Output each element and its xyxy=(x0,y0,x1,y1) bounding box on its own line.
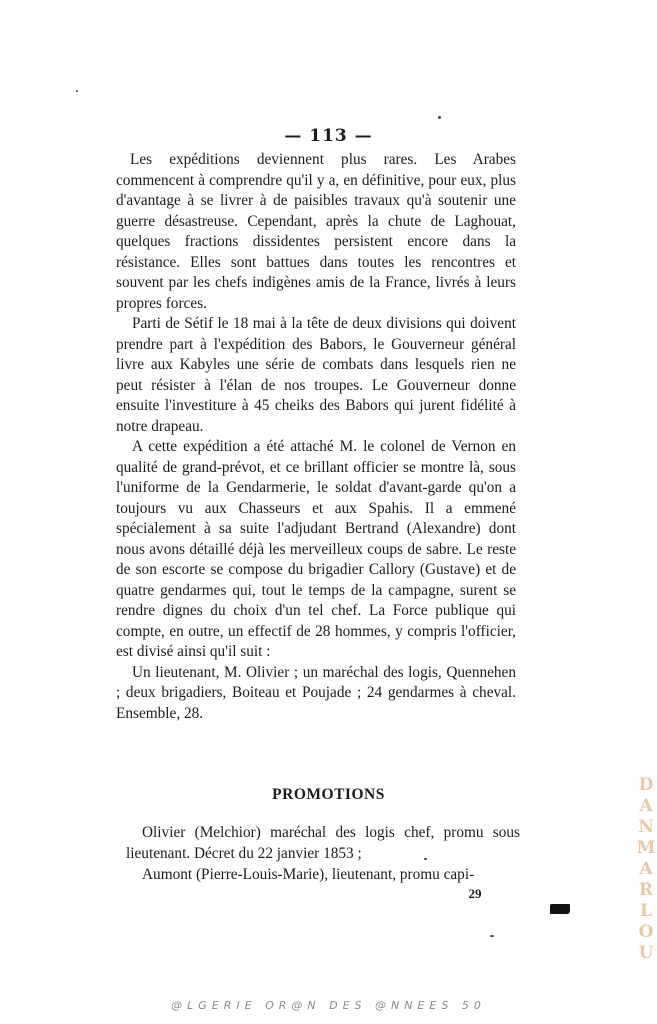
footer-watermark: @LGERIE OR@N DES @NNEES 50 xyxy=(171,999,486,1012)
page-number: — 113 — xyxy=(284,126,373,146)
paragraph-expeditions: Les expéditions deviennent plus rares. Les Arabes commencent à comprendre qu'il y a, en définitive, pour eux, plus d'avantage à se livrer à de paisibles travaux qu'à soutenir une guerre désastreuse. Cependant, après la chute de Laghouat, quelques fractions dissidentes persistent encore dans la résistance. Elles sont battues dans toutes les rencontres et souvent par les chefs indigènes amis de la France, livrés à leurs propres forces. xyxy=(116,151,516,312)
promotions-heading: PROMOTIONS xyxy=(272,786,385,803)
promotion-entry: Aumont (Pierre-Louis-Marie), lieutenant, promu capi- xyxy=(142,866,475,883)
body-text xyxy=(116,150,516,724)
paragraph-vernon: A cette expédition a été attaché M. le colonel de Vernon en qualité de grand-prévot, et ce brillant officier se montre là, sous l'uniforme de la Gendarmerie, le soldat d'avant-garde qu'on a toujours vu aux Chasseurs et aux Spahis. Il a emmené spécialement à sa suite l'adjudant Bertrand (Alexandre) dont nous avons détaillé déjà les merveilleux coups de sabre. Le reste de son escorte se compose du brigadier Callory (Gustave) et de quatre gendarmes qui, tout le temps de la campagne, surent se rendre dignes du choix d'un tel chef. La Force publique qui compte, en outre, un effectif de 28 hommes, y compris l'officier, est divisé ainsi qu'il suit : xyxy=(116,438,516,660)
ink-speck xyxy=(424,858,427,860)
ink-speck xyxy=(490,935,494,937)
signature-mark: 29 xyxy=(468,886,482,901)
ink-blot xyxy=(550,904,570,914)
paragraph-force-composition: Un lieutenant, M. Olivier ; un maréchal des logis, Quennehen ; deux brigadiers, Boiteau et Poujade ; 24 gendarmes à cheval. Ensemble, 28. xyxy=(116,663,516,722)
ink-speck xyxy=(76,90,78,92)
vertical-watermark: DANMARLOU xyxy=(636,775,656,963)
paragraph-setif: Parti de Sétif le 18 mai à la tête de deux divisions qui doivent prendre part à l'expédition des Babors, le Gouverneur général livre aux Kabyles une série de combats dans lesquels rien ne peut résister à l'élan de nos troupes. Le Gouverneur donne ensuite l'investiture à 45 cheiks des Babors qui jurent fidélité à notre drapeau. xyxy=(116,315,516,435)
promotion-entry: Olivier (Melchior) maréchal des logis chef, promu sous lieutenant. Décret du 22 janvier 1853 ; xyxy=(126,824,520,862)
ink-speck xyxy=(438,116,441,119)
promotions-list xyxy=(126,823,520,886)
